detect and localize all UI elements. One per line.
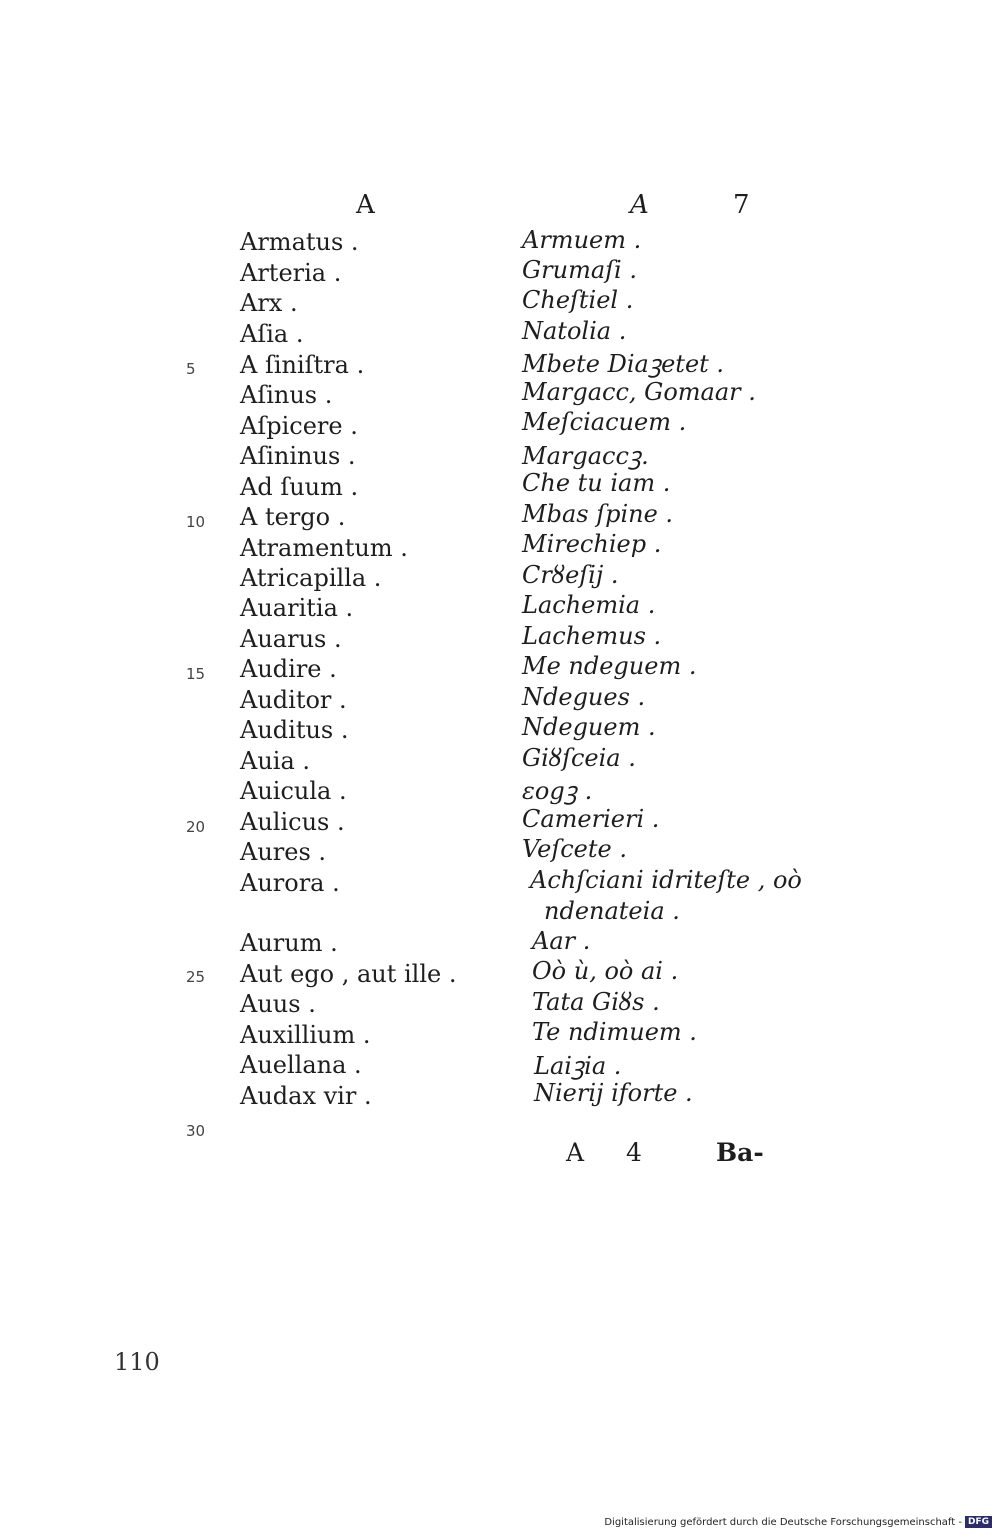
albanian-entry: Tata Giȣs . (532, 988, 660, 1016)
albanian-entry: Natolia . (522, 317, 627, 345)
latin-entry: Arx . (240, 289, 298, 317)
albanian-entry: Giȣſceia . (522, 744, 636, 772)
albanian-entry: Mirechiep . (522, 530, 662, 558)
albanian-entry: Achſciani idriteſte , oò (530, 866, 802, 894)
latin-entry: Auditor . (240, 686, 347, 714)
footer-text: Digitalisierung gefördert durch die Deutsche Forschungsgemeinschaft - (604, 1516, 962, 1528)
latin-entry: Aſpicere . (240, 412, 358, 440)
latin-entry: Auia . (240, 747, 311, 775)
latin-entry: Audax vir . (240, 1082, 372, 1110)
albanian-entry: Oò ù, oò ai . (532, 957, 679, 985)
latin-entry: A tergo . (240, 503, 346, 531)
line-number: 20 (186, 818, 206, 836)
line-number: 25 (186, 968, 206, 986)
latin-entry: Auus . (240, 990, 316, 1018)
albanian-entry: Te ndimuem . (532, 1018, 697, 1046)
sheet-number: 7 (733, 190, 750, 220)
albanian-entry: Mbas ſpine . (522, 500, 674, 528)
latin-entry: Arteria . (240, 259, 342, 287)
latin-entry: Aurum . (240, 929, 338, 957)
header-left-letter: A (356, 190, 375, 220)
albanian-entry: Nierij iforte . (534, 1079, 693, 1107)
latin-entry: Aſininus . (240, 442, 356, 470)
line-number: 15 (186, 665, 206, 683)
latin-entry: Aulicus . (240, 808, 345, 836)
signature-letter: A (566, 1138, 585, 1167)
latin-entry: Atricapilla . (240, 564, 382, 592)
line-number: 5 (186, 360, 196, 378)
latin-entry: A ſiniſtra . (240, 351, 365, 379)
line-number: 10 (186, 513, 206, 531)
albanian-entry: Meſciacuem . (522, 408, 687, 436)
catchword: Ba- (716, 1138, 764, 1167)
header-right-letter: A (630, 190, 649, 220)
albanian-entry: ɛogꝫ . (522, 777, 593, 805)
latin-entry: Auaritia . (240, 594, 354, 622)
albanian-entry: Cheſtiel . (522, 286, 634, 314)
latin-entry: Aures . (240, 838, 327, 866)
latin-entry: Atramentum . (240, 534, 408, 562)
albanian-entry-continuation: ndenateia . (544, 897, 680, 925)
latin-entry: Ad ſuum . (240, 473, 359, 501)
page-number: 110 (114, 1348, 160, 1376)
albanian-entry: Aar . (532, 927, 591, 955)
signature-number: 4 (626, 1138, 642, 1167)
albanian-entry: Me ndeguem . (522, 652, 697, 680)
albanian-entry: Ndeguem . (522, 713, 656, 741)
latin-entry: Aut ego , aut ille . (240, 960, 457, 988)
line-number: 30 (186, 1122, 206, 1140)
albanian-entry: Margaccꝫ. (522, 442, 649, 470)
latin-entry: Audire . (240, 655, 337, 683)
latin-entry: Auxillium . (240, 1021, 371, 1049)
albanian-entry: Lachemus . (522, 622, 662, 650)
albanian-entry: Grumaſi . (522, 256, 637, 284)
latin-entry: Auellana . (240, 1051, 362, 1079)
latin-entry: Auditus . (240, 716, 349, 744)
albanian-entry: Camerieri . (522, 805, 660, 833)
latin-entry: Aſinus . (240, 381, 333, 409)
albanian-entry: Ndegues . (522, 683, 646, 711)
albanian-entry: Veſcete . (522, 835, 627, 863)
albanian-entry: Crȣeſij . (522, 561, 619, 589)
albanian-entry: Armuem . (522, 226, 642, 254)
albanian-entry: Laiꝫia . (534, 1052, 622, 1080)
latin-entry: Auicula . (240, 777, 347, 805)
latin-entry: Aurora . (240, 869, 340, 897)
albanian-entry: Mbete Diaꝫetet . (522, 350, 725, 378)
footer-credit (604, 1516, 992, 1528)
latin-entry: Aſia . (240, 320, 304, 348)
latin-entry: Auarus . (240, 625, 342, 653)
albanian-entry: Lachemia . (522, 591, 656, 619)
albanian-entry: Che tu iam . (522, 469, 671, 497)
dfg-logo: DFG (965, 1516, 992, 1528)
latin-entry: Armatus . (240, 228, 359, 256)
albanian-entry: Margacc, Gomaar . (522, 378, 756, 406)
